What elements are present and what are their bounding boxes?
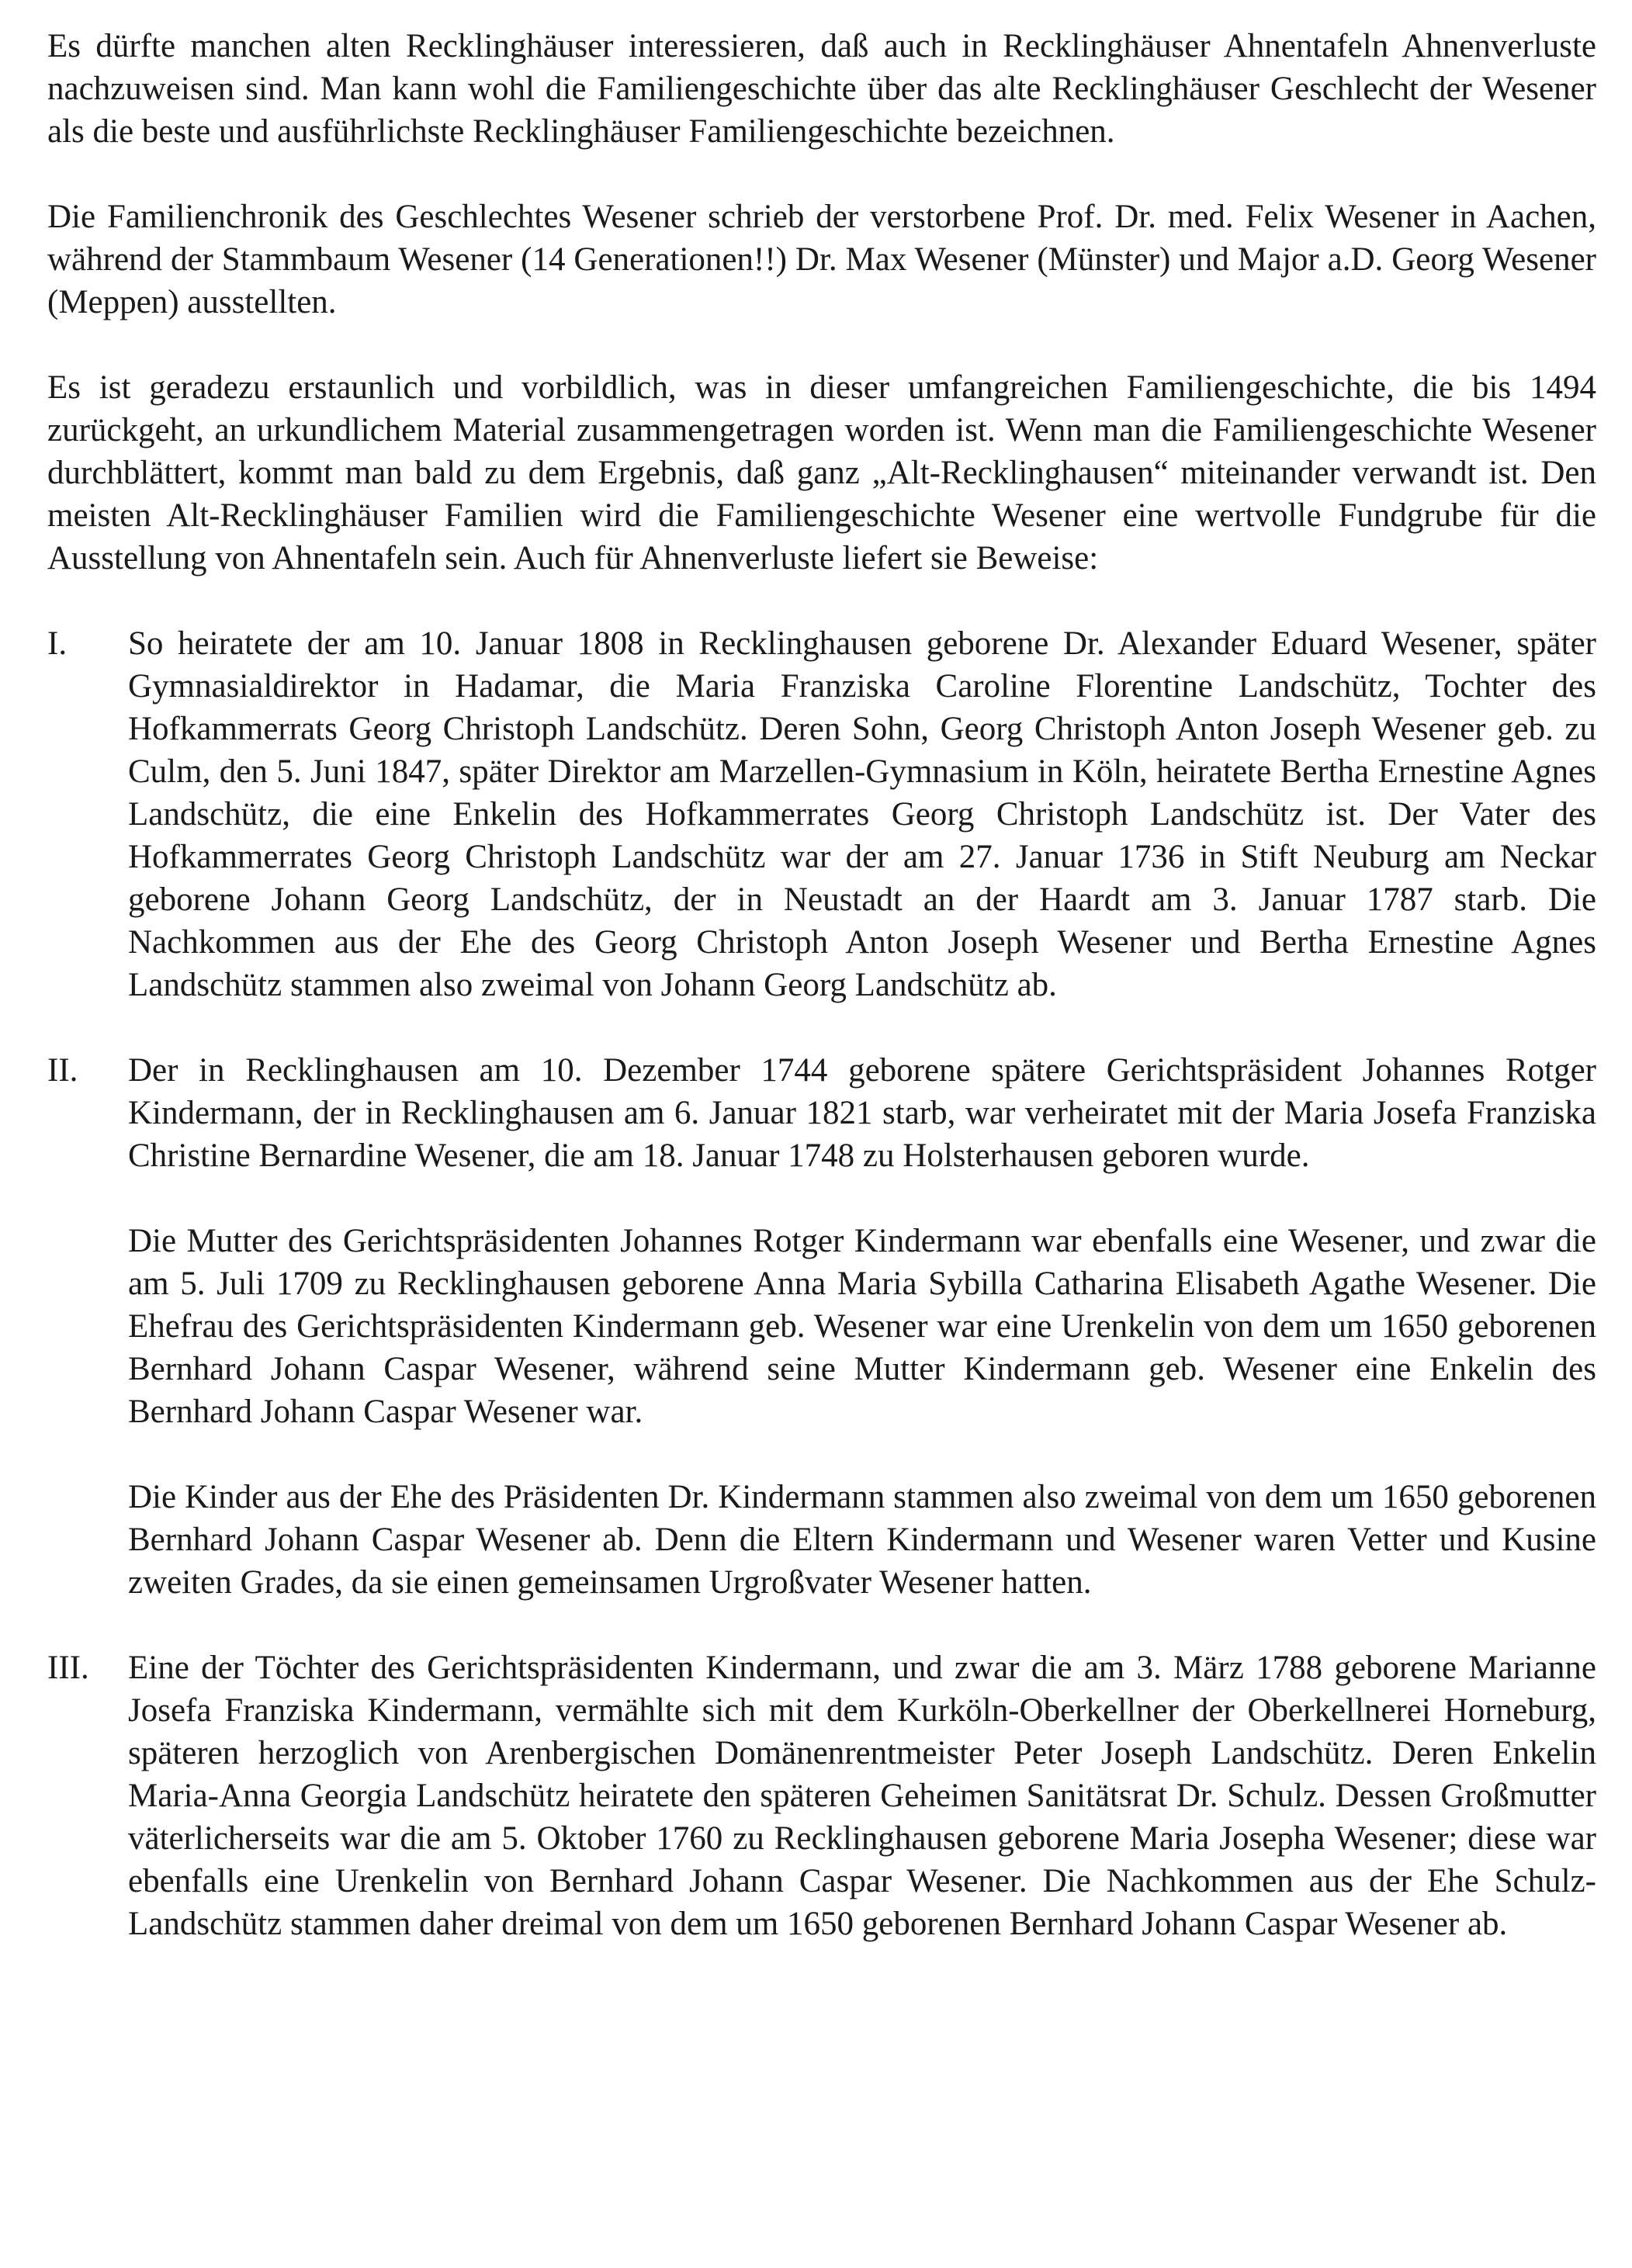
intro-paragraph: Es dürfte manchen alten Recklinghäuser interessieren, daß auch in Recklinghäuser Ahnentafeln Ahnenverluste nachzuweisen sind. Man kann wohl die Familiengeschichte über das alte Recklinghäuser Geschlecht der Wesener als die beste und ausführlichste Recklinghäuser Familiengeschichte bezeichnen. <box>47 28 1596 150</box>
list-item-2-text: Der in Recklinghausen am 10. Dezember 1744 geborene spätere Gerichtspräsident Johannes Rotger Kindermann, der in Recklinghausen am 6. Januar 1821 starb, war verheiratet mit der Maria Josefa Franziska Christine Bernardine Wesener, die am 18. Januar 1748 zu Holsterhausen geboren wurde. <box>128 1052 1596 1174</box>
list-item-3-number: III. <box>47 1650 89 1686</box>
list-item-2-number: II. <box>47 1052 78 1089</box>
list-item-2 <box>47 1049 1596 1177</box>
list-item-1-text: So heiratete der am 10. Januar 1808 in Recklinghausen geborene Dr. Alexander Eduard Wesener, später Gymnasialdirektor in Hadamar, die Maria Franziska Caroline Florentine Landschütz, Tochter des Hofkammerrats Georg Christoph Landschütz. Deren Sohn, Georg Christoph Anton Joseph Wesener geb. zu Culm, den 5. Juni 1847, später Direktor am Marzellen-Gymnasium in Köln, heiratete Bertha Ernestine Agnes Landschütz, die eine Enkelin des Hofkammerrates Georg Christoph Landschütz ist. Der Vater des Hofkammerrates Georg Christoph Landschütz war der am 27. Januar 1736 in Stift Neuburg am Neckar geborene Johann Georg Landschütz, der in Neustadt an der Haardt am 3. Januar 1787 starb. Die Nachkommen aus der Ehe des Georg Christoph Anton Joseph Wesener und Bertha Ernestine Agnes Landschütz stammen also zweimal von Johann Georg Landschütz ab. <box>128 625 1596 1003</box>
list-item-2-subparagraph-1: Die Mutter des Gerichtspräsidenten Johannes Rotger Kindermann war ebenfalls eine Wesener, und zwar die am 5. Juli 1709 zu Recklinghausen geborene Anna Maria Sybilla Catharina Elisabeth Agathe Wesener. Die Ehefrau des Gerichtspräsidenten Kindermann geb. Wesener war eine Urenkelin von dem um 1650 geborenen Bernhard Johann Caspar Wesener, während seine Mutter Kindermann geb. Wesener eine Enkelin des Bernhard Johann Caspar Wesener war. <box>128 1223 1596 1430</box>
list-item-2-subparagraph-2: Die Kinder aus der Ehe des Präsidenten Dr. Kindermann stammen also zweimal von dem um 1650 geborenen Bernhard Johann Caspar Wesener ab. Denn die Eltern Kindermann und Wesener waren Vetter und Kusine zweiten Grades, da sie einen gemeinsamen Urgroßvater Wesener hatten. <box>128 1479 1596 1601</box>
list-item-1-number: I. <box>47 625 68 662</box>
document-page <box>47 25 1596 1945</box>
list-item-3-text: Eine der Töchter des Gerichtspräsidenten Kindermann, und zwar die am 3. März 1788 geborene Marianne Josefa Franziska Kindermann, vermählte sich mit dem Kurköln-Oberkellner der Oberkellnerei Horneburg, späteren herzoglich von Arenbergischen Domänenrentmeister Peter Joseph Landschütz. Deren Enkelin Maria-Anna Georgia Landschütz heiratete den späteren Geheimen Sanitätsrat Dr. Schulz. Dessen Großmutter väterlicherseits war die am 5. Oktober 1760 zu Recklinghausen geborene Maria Josepha Wesener; diese war ebenfalls eine Urenkelin von Bernhard Johann Caspar Wesener. Die Nachkommen aus der Ehe Schulz-Landschütz stammen daher dreimal von dem um 1650 geborenen Bernhard Johann Caspar Wesener ab. <box>128 1650 1596 1942</box>
list-item-1 <box>47 622 1596 1006</box>
material-paragraph: Es ist geradezu erstaunlich und vorbildlich, was in dieser umfangreichen Familiengeschichte, die bis 1494 zurückgeht, an urkundlichem Material zusammengetragen worden ist. Wenn man die Familiengeschichte Wesener durchblättert, kommt man bald zu dem Ergebnis, daß ganz „Alt-Recklinghausen“ miteinander verwandt ist. Den meisten Alt-Recklinghäuser Familien wird die Familiengeschichte Wesener eine wertvolle Fundgrube für die Ausstellung von Ahnentafeln sein. Auch für Ahnenverluste liefert sie Beweise: <box>47 369 1596 577</box>
list-item-3 <box>47 1646 1596 1945</box>
chronicle-paragraph: Die Familienchronik des Geschlechtes Wesener schrieb der verstorbene Prof. Dr. med. Felix Wesener in Aachen, während der Stammbaum Wesener (14 Generationen!!) Dr. Max Wesener (Münster) und Major a.D. Georg Wesener (Meppen) ausstellten. <box>47 199 1596 320</box>
